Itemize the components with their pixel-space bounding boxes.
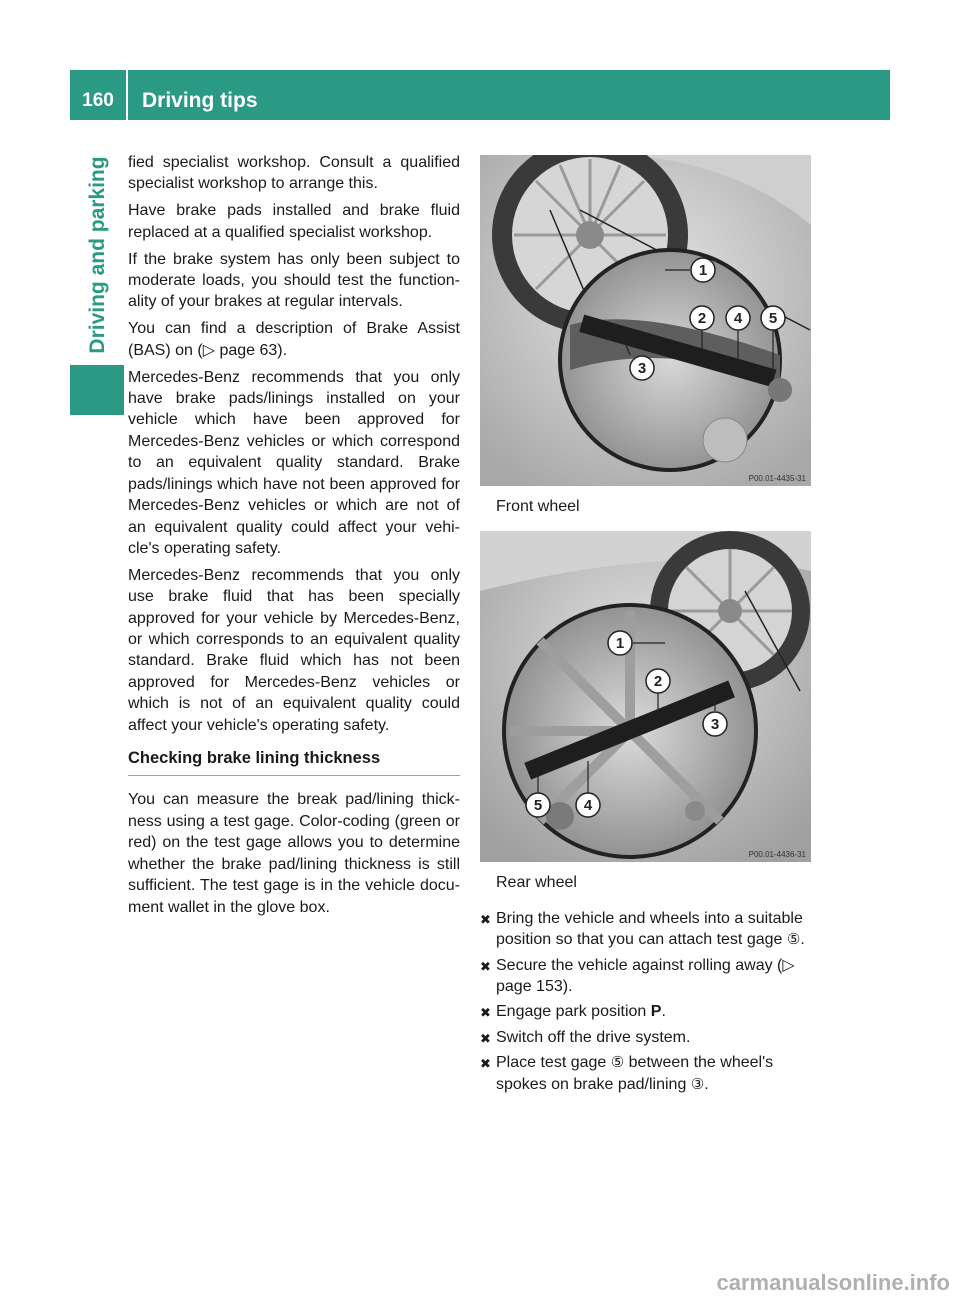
callout-ref: ⑤	[610, 1054, 625, 1072]
instruction-step: ✖ Place test gage ⑤ between the wheel's spokes on brake pad/lining ③.	[480, 1054, 774, 1093]
callout-label: 4	[733, 310, 743, 327]
paragraph: You can find a description of Brake Assist (BAS) on (▷ page 63).	[128, 320, 460, 359]
rear-wheel-figure	[480, 531, 811, 862]
paragraph: Mercedes-Benz recommends that you only use brake fluid that has been specially approved for your vehicle by Mercedes-Benz, or which corresponds to an equivalent quality standard. Brake fluid which has not been approved for Mercedes-Benz vehicles or which is not of an equivalent quality could affect your vehicle's operating safety.	[128, 566, 460, 734]
front-wheel-figure	[480, 155, 811, 486]
instruction-step: ✖ Bring the vehicle and wheels into a suitable position so that you can attach test gage ⑤.	[480, 909, 805, 949]
callout-label: 2	[653, 673, 663, 691]
section-title: Driving tips	[142, 89, 258, 112]
callout-label: 1	[698, 262, 708, 279]
left-column	[128, 152, 460, 923]
instruction-list	[480, 908, 812, 1095]
paragraph: Have brake pads installed and brake fluid replaced at a qualified specialist workshop.	[128, 202, 460, 241]
callout-label: 3	[710, 716, 720, 734]
step-arrow-icon: ✖	[480, 1030, 491, 1046]
rear-wheel-illustration	[480, 531, 811, 862]
callout-label: 2	[697, 310, 707, 327]
step-arrow-icon: ✖	[480, 911, 491, 927]
figure-caption: Front wheel	[496, 498, 580, 515]
park-position-label: P	[650, 1003, 662, 1021]
paragraph: Mercedes-Benz recommends that you only have brake pads/linings installed on your vehicle which have been approved for Mercedes-Benz vehicles or which correspond to an equivalent quality standard. Brake pads/linings which have not been approved for Mercedes-Benz vehicles or which are not of an equivalent quality could affect your vehicle's operating safety.	[128, 368, 460, 557]
callout-label: 1	[615, 635, 625, 653]
callout-ref: ③	[690, 1075, 705, 1093]
front-wheel-illustration	[480, 155, 811, 486]
paragraph: You can measure the break pad/lining thickness using a test gage. Color-coding (green or red) on the test gage allows you to determine whether the brake pad/lining thickness is still sufficient. The test gage is in the vehicle document wallet in the glove box.	[128, 791, 460, 916]
callout-label: 3	[637, 360, 647, 377]
subheading: Checking brake lining thickness	[128, 748, 460, 776]
figure-caption: Rear wheel	[496, 874, 577, 892]
callout-label: 5	[533, 797, 543, 815]
header-divider	[126, 70, 128, 120]
callout-ref: ⑤	[786, 931, 801, 949]
instruction-step: ✖ Switch off the drive system.	[480, 1027, 812, 1048]
paragraph: fied specialist workshop. Consult a qualified specialist workshop to arrange this.	[128, 154, 460, 193]
side-tab-label: Driving and parking	[86, 156, 109, 354]
callout-label: 4	[583, 797, 593, 815]
figure-code: P00.01-4435-31	[748, 474, 806, 483]
side-tab-block	[70, 365, 124, 415]
step-arrow-icon: ✖	[480, 958, 491, 974]
paragraph: If the brake system has only been subject to moderate loads, you should test the functionality of your brakes at regular intervals.	[128, 250, 460, 311]
watermark: carmanualsonline.info	[716, 1270, 950, 1295]
page-number: 160	[82, 90, 114, 111]
instruction-step: ✖ Secure the vehicle against rolling away (▷ page 153).	[480, 956, 795, 996]
step-arrow-icon: ✖	[480, 1056, 491, 1072]
figure-code: P00.01-4436-31	[748, 850, 806, 860]
instruction-step: ✖ Engage park position P.	[480, 1001, 812, 1022]
callout-label: 5	[768, 310, 778, 327]
right-column	[480, 155, 812, 1099]
step-arrow-icon: ✖	[480, 1005, 491, 1021]
